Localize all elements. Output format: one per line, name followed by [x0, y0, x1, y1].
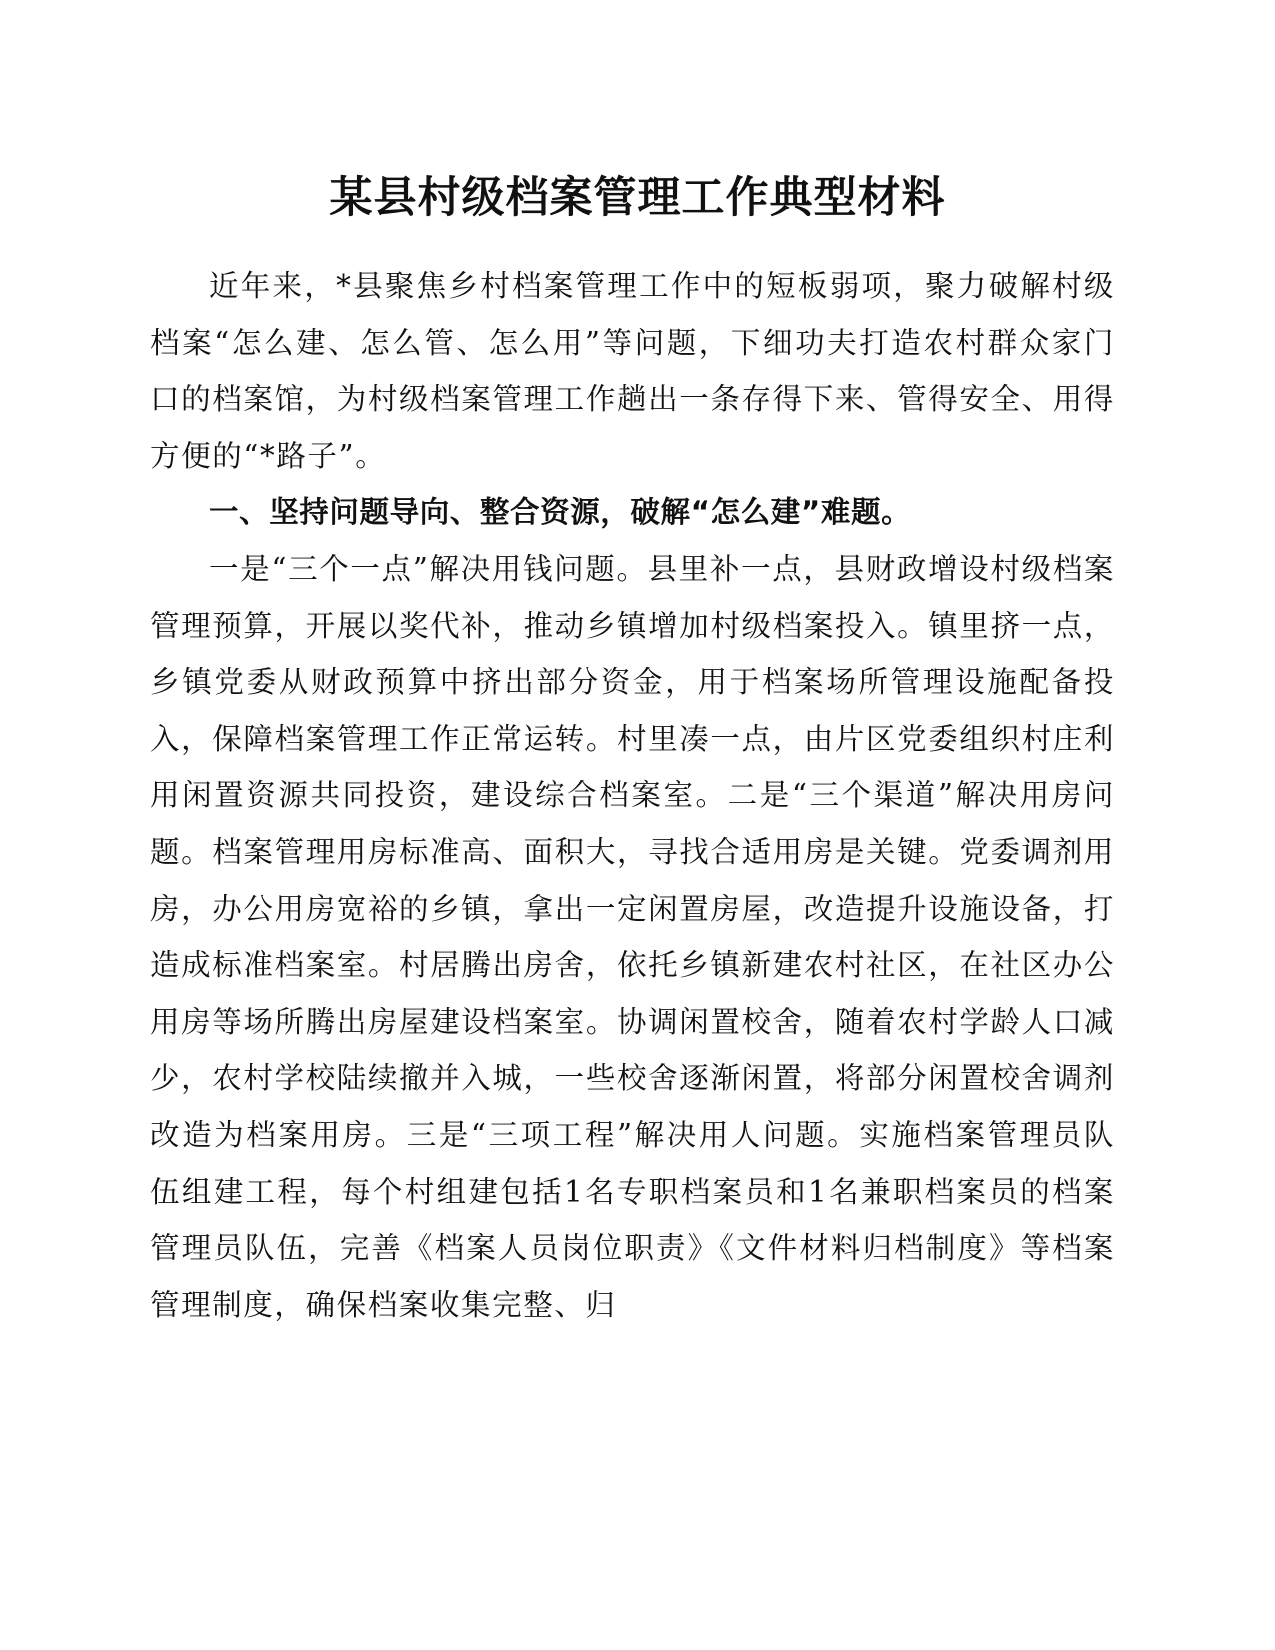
document-title: 某县村级档案管理工作典型材料 — [329, 173, 946, 223]
section-paragraph: 一是“三个一点”解决用钱问题。县里补一点，县财政增设村级档案管理预算，开展以奖代补，推动乡镇增加村级档案投入。镇里挤一点，乡镇党委从财政预算中挤出部分资金，用于档案场所管理设施配备投入，保障档案管理工作正常运转。村里凑一点，由片区党委组织村庄利用闲置资源共同投资，建设综合档案室。二是“三个渠道”解决用房问题。档案管理用房标准高、面积大，寻找合适用房是关键。党委调剂用房，办公用房宽裕的乡镇，拿出一定闲置房屋，改造提升设施设备，打造成标准档案室。村居腾出房舍，依托乡镇新建农村社区，在社区办公用房等场所腾出房屋建设档案室。协调闲置校舍，随着农村学龄人口减少，农村学校陆续撤并入城，一些校舍逐渐闲置，将部分闲置校舍调剂改造为档案用房。三是“三项工程”解决用人问题。实施档案管理员队伍组建工程，每个村组建包括1名专职档案员和1名兼职档案员的档案管理员队伍，完善《档案人员岗位职责》《文件材料归档制度》等档案管理制度，确保档案收集完整、归 — [150, 551, 1115, 1322]
document-body — [150, 258, 1115, 1333]
section-heading: 一、坚持问题导向、整合资源，破解“怎么建”难题。 — [209, 495, 912, 530]
intro-paragraph: 近年来，*县聚焦乡村档案管理工作中的短板弱项，聚力破解村级档案“怎么建、怎么管、怎么用”等问题，下细功夫打造农村群众家门口的档案馆，为村级档案管理工作趟出一条存得下来、管得安全、用得方便的“*路子”。 — [150, 269, 1115, 473]
